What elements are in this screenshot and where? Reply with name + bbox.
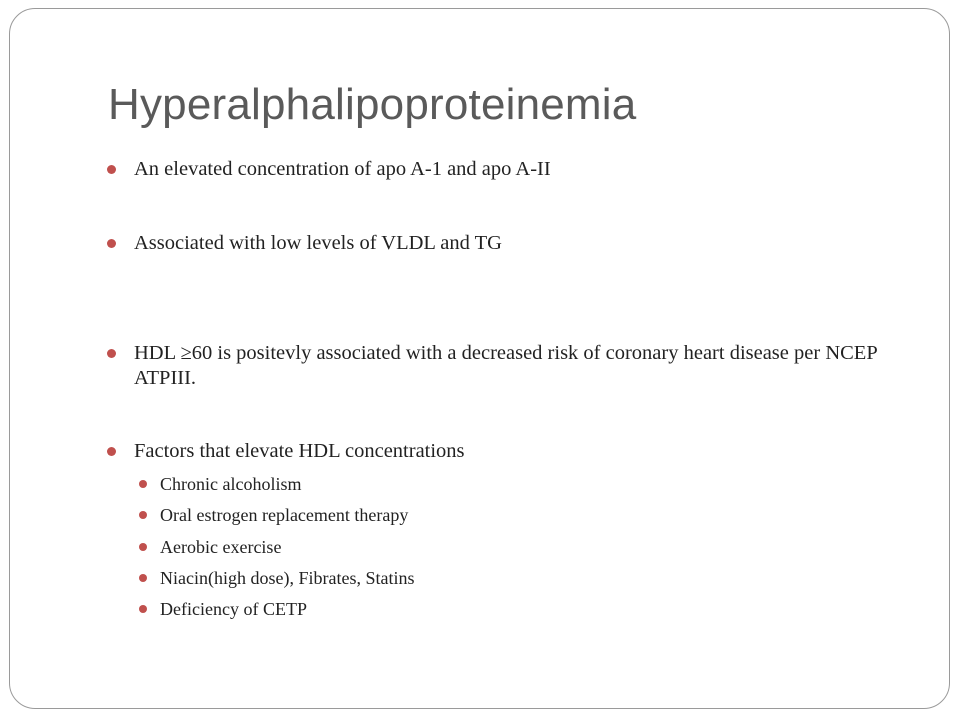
sub-bullet-text: Chronic alcoholism bbox=[160, 474, 302, 494]
sub-bullet-dot-icon bbox=[139, 605, 147, 613]
sub-bullet-item bbox=[160, 473, 900, 495]
sub-bullet-item bbox=[160, 536, 900, 558]
sub-bullet-text: Oral estrogen replacement therapy bbox=[160, 505, 409, 525]
bullet-dot-icon bbox=[107, 239, 116, 248]
sub-bullet-text: Niacin(high dose), Fibrates, Statins bbox=[160, 568, 415, 588]
bullet-item bbox=[134, 157, 914, 182]
sub-bullet-item bbox=[160, 598, 900, 620]
sub-bullet-item bbox=[160, 567, 900, 589]
slide-title: Hyperalphalipoproteinemia bbox=[108, 80, 637, 129]
sub-bullet-dot-icon bbox=[139, 480, 147, 488]
sub-bullet-item bbox=[160, 504, 900, 526]
sub-bullet-text: Aerobic exercise bbox=[160, 537, 282, 557]
bullet-item bbox=[134, 341, 914, 391]
bullet-text: An elevated concentration of apo A-1 and apo A-II bbox=[134, 158, 551, 180]
bullet-dot-icon bbox=[107, 349, 116, 358]
bullet-text: Factors that elevate HDL concentrations bbox=[134, 440, 465, 462]
sub-bullet-dot-icon bbox=[139, 543, 147, 551]
sub-bullet-dot-icon bbox=[139, 574, 147, 582]
sub-bullet-dot-icon bbox=[139, 511, 147, 519]
bullet-dot-icon bbox=[107, 447, 116, 456]
bullet-dot-icon bbox=[107, 165, 116, 174]
bullet-item bbox=[134, 231, 914, 256]
bullet-item bbox=[134, 439, 914, 464]
bullet-text: HDL ≥60 is positevly associated with a decreased risk of coronary heart disease per NCEP ATPIII. bbox=[134, 342, 877, 389]
bullet-text: Associated with low levels of VLDL and TG bbox=[134, 232, 502, 254]
sub-bullet-text: Deficiency of CETP bbox=[160, 599, 307, 619]
